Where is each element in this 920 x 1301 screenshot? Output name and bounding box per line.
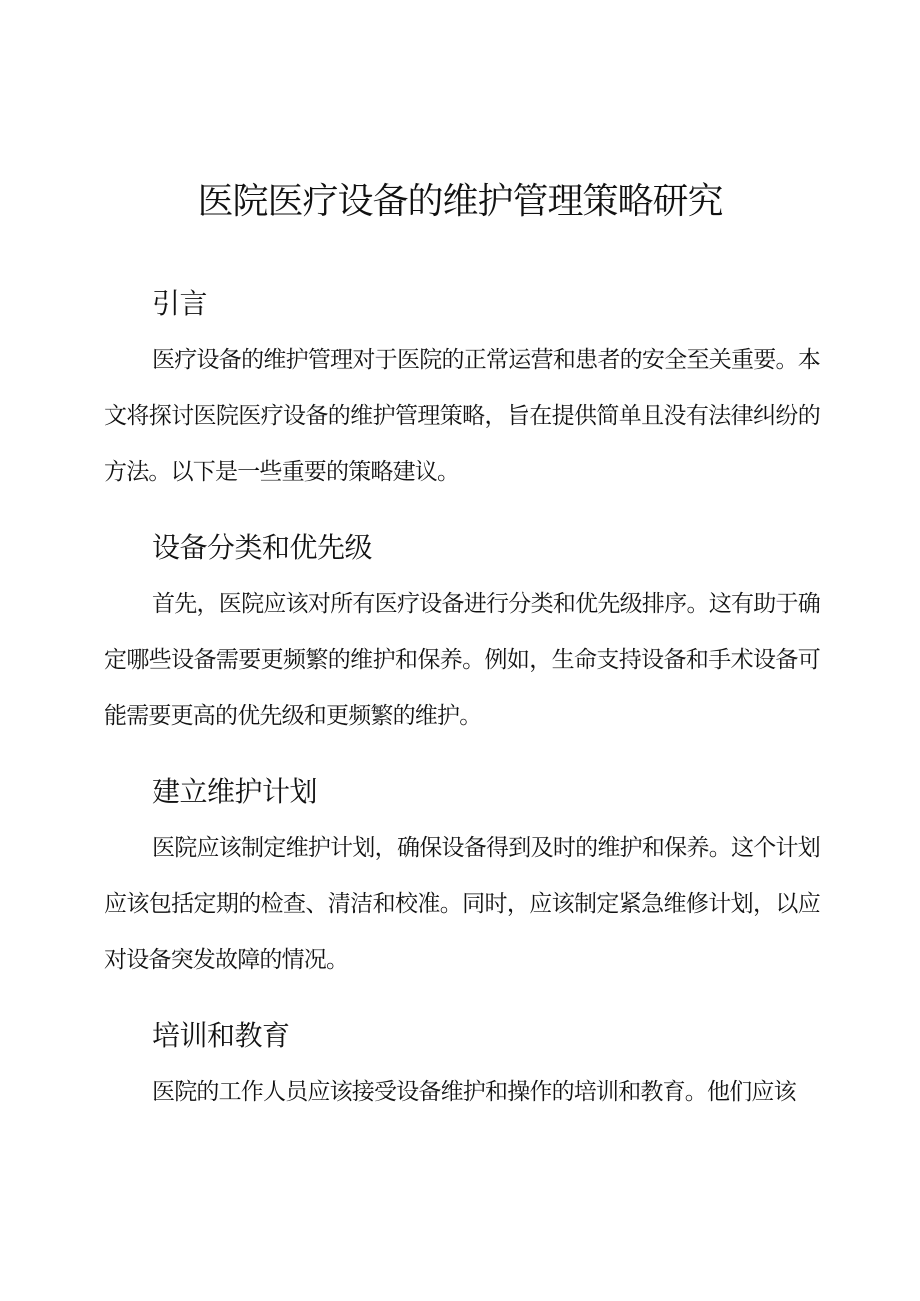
section-maintenance-plan (104, 772, 820, 988)
section-heading: 建立维护计划 (152, 775, 318, 808)
section-introduction (104, 284, 820, 500)
section-paragraph: 首先，医院应该对所有医疗设备进行分类和优先级排序。这有助于确定哪些设备需要更频繁的维护和保养。例如，生命支持设备和手术设备可能需要更高的优先级和更频繁的维护。 (104, 591, 820, 729)
section-heading: 培训和教育 (152, 1019, 290, 1052)
section-paragraph: 医疗设备的维护管理对于医院的正常运营和患者的安全至关重要。本文将探讨医院医疗设备的维护管理策略，旨在提供简单且没有法律纠纷的方法。以下是一些重要的策略建议。 (104, 347, 820, 485)
section-training-education (104, 1016, 820, 1120)
section-paragraph: 医院的工作人员应该接受设备维护和操作的培训和教育。他们应该 (152, 1079, 796, 1105)
section-heading: 引言 (152, 287, 208, 320)
section-paragraph: 医院应该制定维护计划，确保设备得到及时的维护和保养。这个计划应该包括定期的检查、清洁和校准。同时，应该制定紧急维修计划，以应对设备突发故障的情况。 (104, 835, 820, 973)
section-equipment-classification (104, 528, 820, 744)
section-heading: 设备分类和优先级 (152, 531, 373, 564)
document-title: 医院医疗设备的维护管理策略研究 (197, 181, 723, 222)
